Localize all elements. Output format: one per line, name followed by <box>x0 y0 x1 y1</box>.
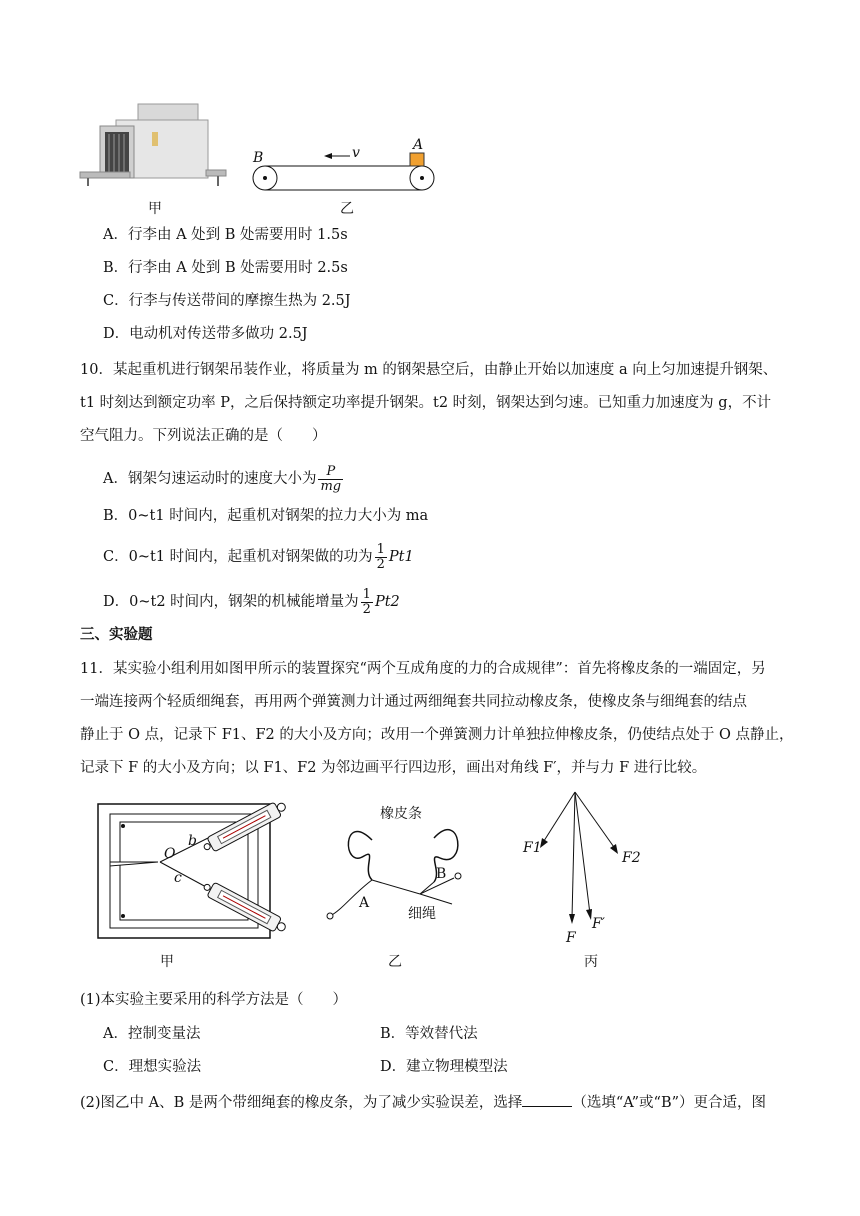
figure-label-jia-2: 甲 <box>160 954 174 970</box>
label-F2: F2 <box>622 850 641 866</box>
q9-option-b: B．行李由 A 处到 B 处需要用时 2.5s <box>103 260 348 276</box>
q10-option-a <box>103 462 345 496</box>
q11-stem-line-4: 记录下 F 的大小及方向；以 F1、F2 为邻边画平行四边形，画出对角线 F′，并与力 F 进行比较。 <box>80 760 707 776</box>
q11-stem-line-1: 11．某实验小组利用如图甲所示的装置探究“两个互成角度的力的合成规律”：首先将橡皮条的一端固定，另 <box>80 661 766 677</box>
q11-stem-line-2: 一端连接两个轻质细绳套，再用两个弹簧测力计通过两细绳套共同拉动橡皮条，使橡皮条与细绳套的结点 <box>80 694 747 710</box>
q9-option-c: C．行李与传送带间的摩擦生热为 2.5J <box>103 293 351 309</box>
label-O: O <box>164 846 176 862</box>
sub2-stem <box>80 1092 766 1113</box>
sub1-option-b: B．等效替代法 <box>380 1026 478 1042</box>
sub1-option-c: C．理想实验法 <box>103 1059 202 1075</box>
label-rope: 细绳 <box>408 906 436 922</box>
fraction-p-over-mg <box>318 465 343 494</box>
answer-blank[interactable] <box>522 1092 572 1107</box>
q9-option-a: A．行李由 A 处到 B 处需要用时 1.5s <box>103 227 348 243</box>
fraction-denominator: 2 <box>362 601 371 617</box>
label-F: F <box>566 930 576 946</box>
fraction-denominator: mg <box>320 478 342 494</box>
q10-option-b: B．0~t1 时间内，起重机对钢架的拉力大小为 ma <box>103 508 429 524</box>
q10-stem-line-2: t1 时刻达到额定功率 P，之后保持额定功率提升钢架。t2 时刻，钢架达到匀速。已知重力加速度为 g，不计 <box>80 395 772 411</box>
figure-label-bing: 丙 <box>584 954 598 970</box>
q11-stem-line-3: 静止于 O 点，记录下 F1、F2 的大小及方向；改用一个弹簧测力计单独拉伸橡皮条，仍使结点处于 O 点静止， <box>80 727 794 743</box>
conveyor-label-v: v <box>352 145 360 161</box>
figure-label-jia: 甲 <box>148 201 162 217</box>
experiment-board-figure <box>96 796 296 944</box>
q9-option-d: D．电动机对传送带多做功 2.5J <box>103 326 308 342</box>
section-heading: 三、实验题 <box>80 627 153 643</box>
figure-label-yi-2: 乙 <box>388 954 402 970</box>
fraction-numerator: 1 <box>376 541 385 557</box>
q10-option-c <box>103 540 414 574</box>
q10-option-d <box>103 585 400 619</box>
fraction-numerator: P <box>318 465 343 480</box>
luggage-scanner-figure <box>78 98 228 190</box>
label-rubber: 橡皮条 <box>380 806 422 822</box>
sub1-option-d: D．建立物理模型法 <box>380 1059 508 1075</box>
label-band-A: A <box>359 895 370 911</box>
fraction-denominator: 2 <box>376 556 385 572</box>
q10-stem-line-1: 10．某起重机进行钢架吊装作业，将质量为 m 的钢架悬空后，由静止开始以加速度 a 向上匀加速提升钢架、 <box>80 362 778 378</box>
q10-option-a-text: A．钢架匀速运动时的速度大小为 <box>103 471 317 487</box>
q10-option-c-tail: Pt1 <box>388 549 414 565</box>
q10-stem-line-3: 空气阻力。下列说法正确的是（ ） <box>80 428 327 444</box>
fraction-one-half <box>375 543 387 572</box>
conveyor-label-A: A <box>413 137 424 153</box>
figure-label-yi: 乙 <box>340 201 354 217</box>
sub2-stem-pre: (2)图乙中 A、B 是两个带细绳套的橡皮条，为了减少实验误差，选择 <box>80 1095 523 1111</box>
q10-option-d-text: D．0~t2 时间内，钢架的机械能增量为 <box>103 594 359 610</box>
label-b: b <box>188 833 197 849</box>
label-F-prime: F′ <box>592 916 605 932</box>
q10-option-c-text: C．0~t1 时间内，起重机对钢架做的功为 <box>103 549 373 565</box>
fraction-one-half <box>361 588 373 617</box>
sub1-option-a: A．控制变量法 <box>103 1026 201 1042</box>
label-F1: F1 <box>523 840 542 856</box>
fraction-numerator: 1 <box>362 586 371 602</box>
sub2-stem-post: （选填“A”或“B”）更合适，图 <box>572 1095 767 1111</box>
q10-option-d-tail: Pt2 <box>374 594 400 610</box>
sub1-stem: (1)本实验主要采用的科学方法是（ ） <box>80 992 348 1008</box>
label-band-B: B <box>436 866 447 882</box>
conveyor-label-B: B <box>253 150 264 166</box>
label-c: c <box>174 870 182 886</box>
